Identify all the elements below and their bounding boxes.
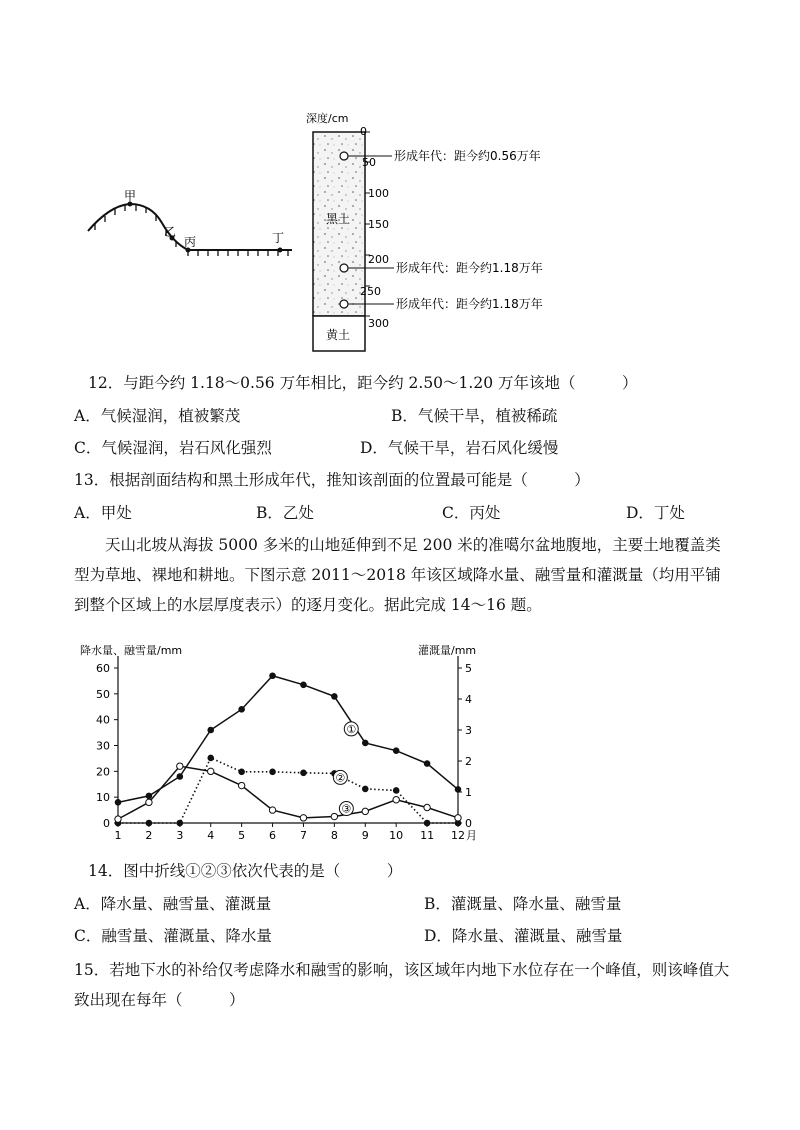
- black-soil-label: 黑土: [326, 212, 351, 226]
- series-1-point: [301, 682, 307, 688]
- series-3-label: ③: [341, 802, 352, 816]
- left-tick-label: 60: [96, 662, 110, 675]
- series-1-point: [332, 694, 338, 700]
- series-3-point: [177, 763, 183, 769]
- x-tick-label: 7: [299, 829, 307, 842]
- depth-tick-0: 0: [360, 125, 367, 138]
- q14-option-a[interactable]: A．降水量、融雪量、灌溉量: [74, 895, 272, 913]
- q13-option-c[interactable]: C．丙处: [442, 504, 501, 522]
- q15-stem: 15．若地下水的补给仅考虑降水和融雪的影响，该区域年内地下水位存在一个峰值，则该峰值大致出现在每年（ ）: [74, 961, 730, 1009]
- series-1-point: [362, 740, 368, 746]
- series-2-point: [424, 820, 430, 826]
- x-tick-label: 5: [238, 829, 246, 842]
- q13-option-b[interactable]: B．乙处: [256, 504, 314, 522]
- series-3-point: [115, 816, 121, 822]
- right-tick-label: 0: [465, 817, 472, 830]
- label-ding: 丁: [272, 231, 285, 245]
- series-3-point: [146, 799, 152, 805]
- series-3-point: [331, 813, 337, 819]
- right-tick-label: 2: [465, 755, 472, 768]
- x-tick-label: 4: [207, 829, 215, 842]
- series-2-point: [393, 788, 399, 794]
- right-tick-label: 4: [465, 693, 472, 706]
- right-tick-label: 5: [465, 662, 472, 675]
- q14-option-d[interactable]: D．降水量、灌溉量、融雪量: [424, 927, 623, 945]
- q14-option-c[interactable]: C．融雪量、灌溉量、降水量: [74, 927, 272, 945]
- series-2-point: [301, 770, 307, 776]
- depth-tick-300: 300: [368, 317, 389, 330]
- left-tick-label: 0: [103, 817, 110, 830]
- series-3-point: [238, 782, 244, 788]
- series-3-point: [424, 804, 430, 810]
- x-tick-label: 12: [451, 829, 465, 842]
- left-tick-label: 30: [96, 739, 110, 753]
- annotation-3: 形成年代：距今约1.18万年: [396, 297, 543, 311]
- series-1-point: [146, 793, 152, 799]
- left-tick-label: 20: [96, 765, 110, 779]
- series-1-point: [177, 774, 183, 780]
- x-unit-label: 月: [466, 829, 477, 842]
- series-2-point: [208, 755, 214, 761]
- x-tick-label: 3: [176, 829, 184, 842]
- q12-stem: 12．与距今约 1.18～0.56 万年相比，距今约 2.50～1.20 万年该地（ ）: [88, 374, 638, 392]
- series-3-point: [269, 807, 275, 813]
- sample-point-1: [340, 152, 348, 160]
- series-1-point: [115, 800, 121, 806]
- series-3-point: [300, 815, 306, 821]
- q13-option-a[interactable]: A．甲处: [74, 504, 132, 522]
- q14-stem: 14．图中折线①②③依次代表的是（ ）: [88, 862, 403, 880]
- x-tick-label: 8: [330, 829, 338, 842]
- passage-text: 天山北坡从海拔 5000 多米的山地延伸到不足 200 米的准噶尔盆地腹地，主要土地覆盖类型为草地、裸地和耕地。下图示意 2011～2018 年该区域降水量、融雪量和灌溉量（均用平铺到整个区域上的水层厚度表示）的逐月变化。据此完成 14～16 题。: [74, 536, 721, 614]
- series-2-label: ②: [335, 771, 346, 785]
- x-tick-label: 11: [420, 829, 435, 842]
- monthly-water-chart: [78, 640, 498, 848]
- series-2-point: [146, 820, 152, 826]
- x-tick-label: 9: [361, 829, 369, 842]
- depth-tick-200: 200: [368, 253, 389, 266]
- series-3-point: [393, 797, 399, 803]
- series-1-point: [270, 673, 276, 679]
- left-tick-label: 50: [96, 687, 110, 701]
- series-1-label: ①: [346, 722, 357, 736]
- right-tick-label: 1: [465, 786, 472, 799]
- q13-stem: 13．根据剖面结构和黑土形成年代，推知该剖面的位置最可能是（ ）: [74, 471, 590, 489]
- series-1-point: [208, 727, 214, 733]
- series-1-point: [239, 707, 245, 713]
- sample-point-3: [340, 300, 348, 308]
- right-tick-label: 3: [465, 724, 472, 737]
- series-2-point: [239, 769, 245, 775]
- series-1-point: [424, 761, 430, 767]
- depth-tick-150: 150: [368, 218, 389, 231]
- q12-option-c[interactable]: C．气候湿润，岩石风化强烈: [74, 439, 272, 457]
- x-tick-label: 10: [389, 829, 404, 842]
- series-2-point: [270, 769, 276, 775]
- series-1-point: [393, 748, 399, 754]
- q12-option-a[interactable]: A．气候湿润，植被繁茂: [74, 407, 241, 425]
- left-axis-title: 降水量、融雪量/mm: [80, 644, 183, 657]
- x-tick-label: 1: [114, 829, 122, 842]
- annotation-1: 形成年代：距今约0.56万年: [394, 149, 541, 163]
- right-axis-title: 灌溉量/mm: [418, 644, 477, 657]
- series-line-3: [118, 766, 458, 819]
- q13-option-d[interactable]: D．丁处: [626, 504, 685, 522]
- label-jia: 甲: [124, 189, 137, 203]
- point-ding-marker: [278, 248, 283, 253]
- x-tick-label: 6: [269, 829, 277, 842]
- series-line-1: [118, 676, 458, 803]
- q12-option-d[interactable]: D．气候干旱，岩石风化缓慢: [360, 439, 559, 457]
- left-tick-label: 40: [96, 713, 110, 727]
- series-2-point: [177, 820, 183, 826]
- label-bing: 丙: [184, 235, 197, 249]
- series-3-point: [208, 768, 214, 774]
- x-tick-label: 2: [145, 829, 153, 842]
- annotation-2: 形成年代：距今约1.18万年: [396, 261, 543, 275]
- depth-axis-title: 深度/cm: [306, 112, 349, 125]
- series-2-point: [362, 786, 368, 792]
- series-1-point: [455, 787, 461, 793]
- depth-tick-50: 50: [362, 156, 376, 169]
- series-3-point: [455, 815, 461, 821]
- q14-option-b[interactable]: B．灌溉量、降水量、融雪量: [424, 895, 622, 913]
- series-3-point: [362, 808, 368, 814]
- yellow-soil-label: 黄土: [326, 328, 351, 342]
- depth-tick-100: 100: [368, 187, 389, 200]
- label-yi: 乙: [164, 225, 177, 239]
- left-tick-label: 10: [96, 791, 110, 805]
- sample-point-2: [340, 264, 348, 272]
- q12-option-b[interactable]: B．气候干旱，植被稀疏: [391, 407, 558, 425]
- soil-profile-figure: [70, 105, 570, 355]
- depth-tick-250: 250: [360, 285, 381, 298]
